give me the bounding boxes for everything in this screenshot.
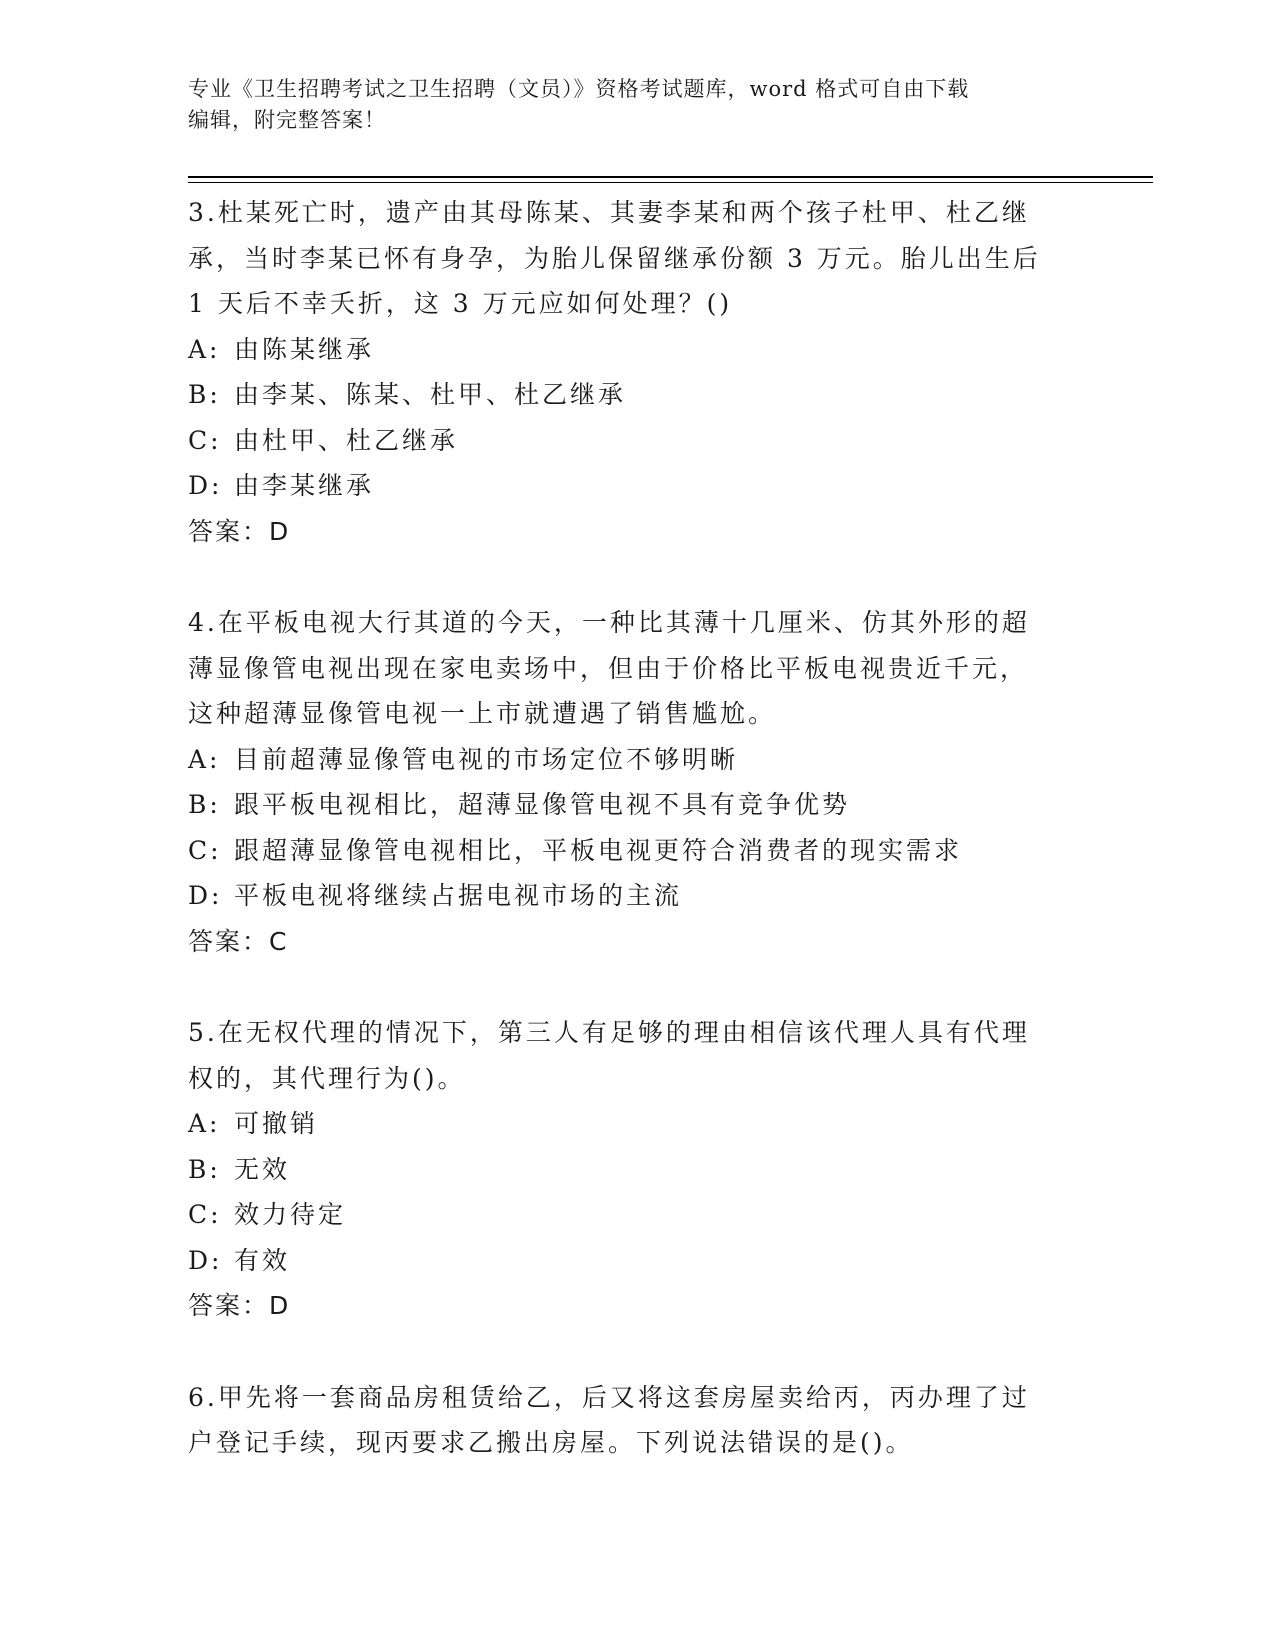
question-stem-line: 薄显像管电视出现在家电卖场中，但由于价格比平板电视贵近千元， (188, 653, 1029, 683)
option-a (188, 737, 1058, 783)
option-key: D: (188, 881, 223, 910)
question-6 (188, 1375, 1058, 1466)
answer-label: 答案：C (188, 926, 289, 956)
option-key: A: (188, 334, 221, 364)
option-text: 由陈某继承 (234, 334, 375, 364)
question-stem-line: 3.杜某死亡时，遗产由其母陈某、其妻李某和两个孩子杜甲、杜乙继 (188, 198, 1030, 227)
option-key: B: (188, 1154, 221, 1184)
option-key: A: (188, 1109, 221, 1138)
option-b (188, 372, 1058, 418)
question-stem-line: 5.在无权代理的情况下，第三人有足够的理由相信该代理人具有代理 (188, 1018, 1030, 1047)
header-divider-thick (188, 176, 1153, 178)
question-3 (188, 190, 1058, 554)
option-key: B: (188, 380, 221, 409)
option-key: C: (188, 1200, 222, 1229)
option-key: B: (188, 790, 221, 819)
header-divider-thin (188, 182, 1153, 183)
option-c (188, 828, 1058, 874)
option-text: 可撤销 (234, 1109, 319, 1138)
option-text: 由杜甲、杜乙继承 (234, 425, 459, 455)
option-text: 跟超薄显像管电视相比，平板电视更符合消费者的现实需求 (234, 835, 963, 865)
option-key: D: (188, 471, 223, 500)
question-stem-line: 4.在平板电视大行其道的今天，一种比其薄十几厘米、仿其外形的超 (188, 608, 1030, 637)
option-text: 效力待定 (234, 1200, 347, 1229)
option-d (188, 1238, 1058, 1284)
question-4 (188, 600, 1058, 964)
question-stem-line: 6.甲先将一套商品房租赁给乙，后又将这套房屋卖给丙，丙办理了过 (188, 1382, 1030, 1412)
option-key: C: (188, 425, 222, 455)
option-text: 平板电视将继续占据电视市场的主流 (234, 881, 683, 910)
option-key: D: (188, 1245, 223, 1275)
option-d (188, 873, 1058, 919)
header-line-1: 专业《卫生招聘考试之卫生招聘（文员）》资格考试题库，word 格式可自由下载 (188, 77, 970, 101)
option-text: 由李某继承 (234, 471, 375, 500)
option-b (188, 1147, 1058, 1193)
option-c (188, 418, 1058, 464)
question-stem-line: 1 天后不幸夭折，这 3 万元应如何处理？() (188, 289, 733, 318)
question-stem-line: 承，当时李某已怀有身孕，为胎儿保留继承份额 3 万元。胎儿出生后 (188, 243, 1041, 273)
answer-label: 答案：D (188, 1291, 291, 1320)
option-d (188, 463, 1058, 509)
option-text: 跟平板电视相比，超薄显像管电视不具有竞争优势 (234, 790, 851, 819)
option-text: 目前超薄显像管电视的市场定位不够明晰 (234, 744, 739, 774)
option-c (188, 1192, 1058, 1238)
option-key: C: (188, 835, 222, 865)
option-key: A: (188, 744, 221, 774)
question-stem-line: 户登记手续，现丙要求乙搬出房屋。下列说法错误的是()。 (188, 1428, 914, 1457)
header-line-2: 编辑，附完整答案！ (188, 108, 386, 132)
question-5 (188, 1010, 1058, 1329)
question-stem-line: 权的，其代理行为()。 (188, 1063, 466, 1093)
option-b (188, 782, 1058, 828)
option-a (188, 327, 1058, 373)
option-text: 由李某、陈某、杜甲、杜乙继承 (234, 380, 627, 409)
answer-label: 答案：D (188, 516, 291, 546)
option-text: 有效 (234, 1245, 291, 1275)
option-text: 无效 (234, 1154, 291, 1184)
question-stem-line: 这种超薄显像管电视一上市就遭遇了销售尴尬。 (188, 699, 777, 728)
option-a (188, 1101, 1058, 1147)
question-list (188, 190, 1058, 1512)
document-header (188, 74, 1078, 136)
